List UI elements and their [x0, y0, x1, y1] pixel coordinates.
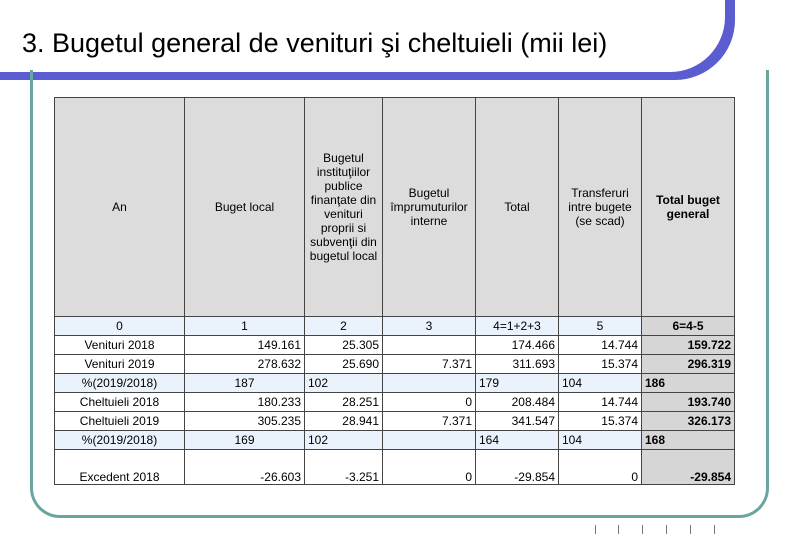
header-cell: Bugetul împrumuturilor interne	[383, 98, 476, 317]
table-cell: 208.484	[476, 393, 559, 412]
row-label: Venituri 2019	[55, 355, 185, 374]
table-cell: 168	[642, 431, 735, 450]
table-cell: 104	[559, 374, 642, 393]
header-cell: Buget local	[185, 98, 305, 317]
row-label: %(2019/2018)	[55, 374, 185, 393]
table-cell: -29.854	[642, 450, 735, 485]
row-label: %(2019/2018)	[55, 431, 185, 450]
index-cell: 5	[559, 317, 642, 336]
table-cell: 326.173	[642, 412, 735, 431]
header-cell: Bugetul instituţiilor publice finanţate din venituri proprii si subvenţii din bugetul local	[305, 98, 383, 317]
table-row	[55, 355, 735, 374]
table-cell: -3.251	[305, 450, 383, 485]
table-cell: 296.319	[642, 355, 735, 374]
table-cell: -26.603	[185, 450, 305, 485]
header-cell: An	[55, 98, 185, 317]
table-cell: 25.690	[305, 355, 383, 374]
table-cell: 179	[476, 374, 559, 393]
table-row	[55, 336, 735, 355]
table-row	[55, 431, 735, 450]
table-cell: 149.161	[185, 336, 305, 355]
table-cell: 14.744	[559, 393, 642, 412]
row-label: Cheltuieli 2018	[55, 393, 185, 412]
table-cell: 0	[383, 450, 476, 485]
header-cell: Total buget general	[642, 98, 735, 317]
table-cell: 0	[559, 450, 642, 485]
table-cell: 311.693	[476, 355, 559, 374]
table-row	[55, 393, 735, 412]
table-cell: 104	[559, 431, 642, 450]
table-cell: 0	[383, 393, 476, 412]
index-row	[55, 317, 735, 336]
table-cell: 174.466	[476, 336, 559, 355]
row-label: Excedent 2018	[55, 450, 185, 485]
table-cell: 169	[185, 431, 305, 450]
table-cell: 7.371	[383, 355, 476, 374]
table-cell: 15.374	[559, 412, 642, 431]
table-row	[55, 374, 735, 393]
table-cell: 180.233	[185, 393, 305, 412]
index-cell: 4=1+2+3	[476, 317, 559, 336]
table-cell	[383, 336, 476, 355]
header-row	[55, 98, 735, 317]
table-cell: 102	[305, 374, 383, 393]
table-cell: 7.371	[383, 412, 476, 431]
table-cell: 28.941	[305, 412, 383, 431]
row-label: Cheltuieli 2019	[55, 412, 185, 431]
decorative-tick-marks	[590, 525, 730, 534]
table-cell: 159.722	[642, 336, 735, 355]
index-cell: 6=4-5	[642, 317, 735, 336]
header-cell: Total	[476, 98, 559, 317]
slide-title: 3. Bugetul general de venituri şi cheltuieli (mii lei)	[22, 28, 608, 58]
table-row	[55, 412, 735, 431]
table-cell: 187	[185, 374, 305, 393]
table-cell: 15.374	[559, 355, 642, 374]
index-cell: 3	[383, 317, 476, 336]
header-cell: Transferuri intre bugete (se scad)	[559, 98, 642, 317]
budget-table	[54, 97, 735, 485]
table-cell: 28.251	[305, 393, 383, 412]
table-cell: 305.235	[185, 412, 305, 431]
table-cell: -29.854	[476, 450, 559, 485]
table-cell	[383, 374, 476, 393]
table-cell: 14.744	[559, 336, 642, 355]
table-cell: 25.305	[305, 336, 383, 355]
table-cell: 193.740	[642, 393, 735, 412]
index-cell: 0	[55, 317, 185, 336]
table-cell: 164	[476, 431, 559, 450]
table-cell	[383, 431, 476, 450]
index-cell: 2	[305, 317, 383, 336]
index-cell: 1	[185, 317, 305, 336]
table-cell: 102	[305, 431, 383, 450]
table-cell: 186	[642, 374, 735, 393]
row-label: Venituri 2018	[55, 336, 185, 355]
table-row	[55, 450, 735, 485]
table-cell: 278.632	[185, 355, 305, 374]
table-cell: 341.547	[476, 412, 559, 431]
